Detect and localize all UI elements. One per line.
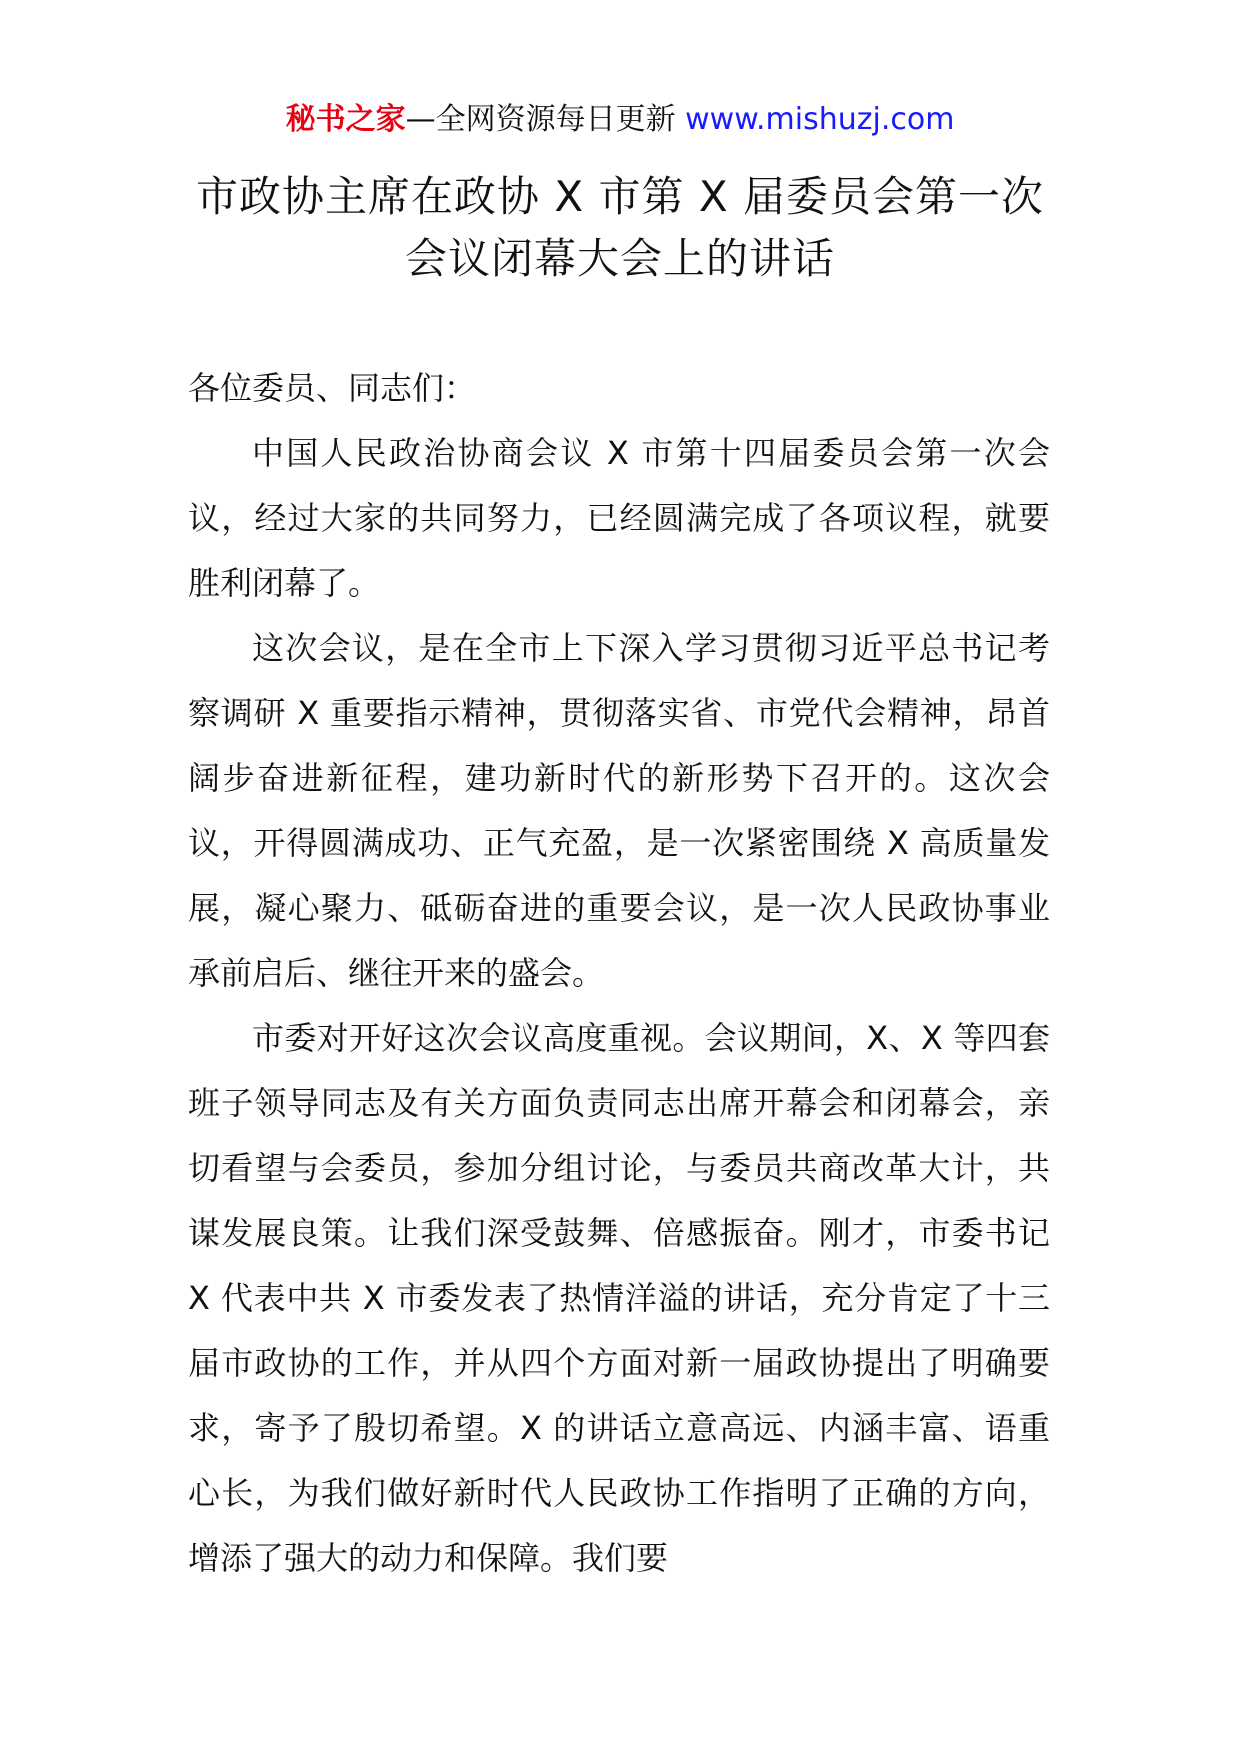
paragraph: 市委对开好这次会议高度重视。会议期间，X、X 等四套班子领导同志及有关方面负责同志出席开幕会和闭幕会，亲切看望与会委员，参加分组讨论，与委员共商改革大计，共谋发展良策。让我们深受鼓舞、倍感振奋。刚才，市委书记 X 代表中共 X 市委发表了热情洋溢的讲话，充分肯定了十三届市政协的工作，并从四个方面对新一届政协提出了明确要求，寄予了殷切希望。X 的讲话立意高远、内涵丰富、语重心长，为我们做好新时代人民政协工作指明了正确的方向，增添了强大的动力和保障。我们要 — [188, 1019, 1050, 1577]
document-body — [188, 356, 1050, 1591]
paragraph: 中国人民政治协商会议 X 市第十四届委员会第一次会议，经过大家的共同努力，已经圆满完成了各项议程，就要胜利闭幕了。 — [188, 434, 1050, 602]
banner-tagline: —全网资源每日更新 — [405, 102, 676, 137]
paragraph: 这次会议，是在全市上下深入学习贯彻习近平总书记考察调研 X 重要指示精神，贯彻落实省、市党代会精神，昂首阔步奋进新征程，建功新时代的新形势下召开的。这次会议，开得圆满成功、正气充盈，是一次紧密围绕 X 高质量发展，凝心聚力、砥砺奋进的重要会议，是一次人民政协事业承前启后、继往开来的盛会。 — [188, 629, 1050, 992]
title-line-1: 市政协主席在政协 X 市第 X 届委员会第一次 — [196, 172, 1044, 221]
salutation: 各位委员、同志们： — [188, 369, 477, 407]
site-url-link[interactable]: www.mishuzj.com — [685, 102, 955, 137]
document-title — [150, 166, 1090, 290]
brand-name: 秘书之家 — [285, 102, 406, 137]
site-banner — [0, 100, 1240, 140]
title-line-2: 会议闭幕大会上的讲话 — [404, 234, 835, 283]
